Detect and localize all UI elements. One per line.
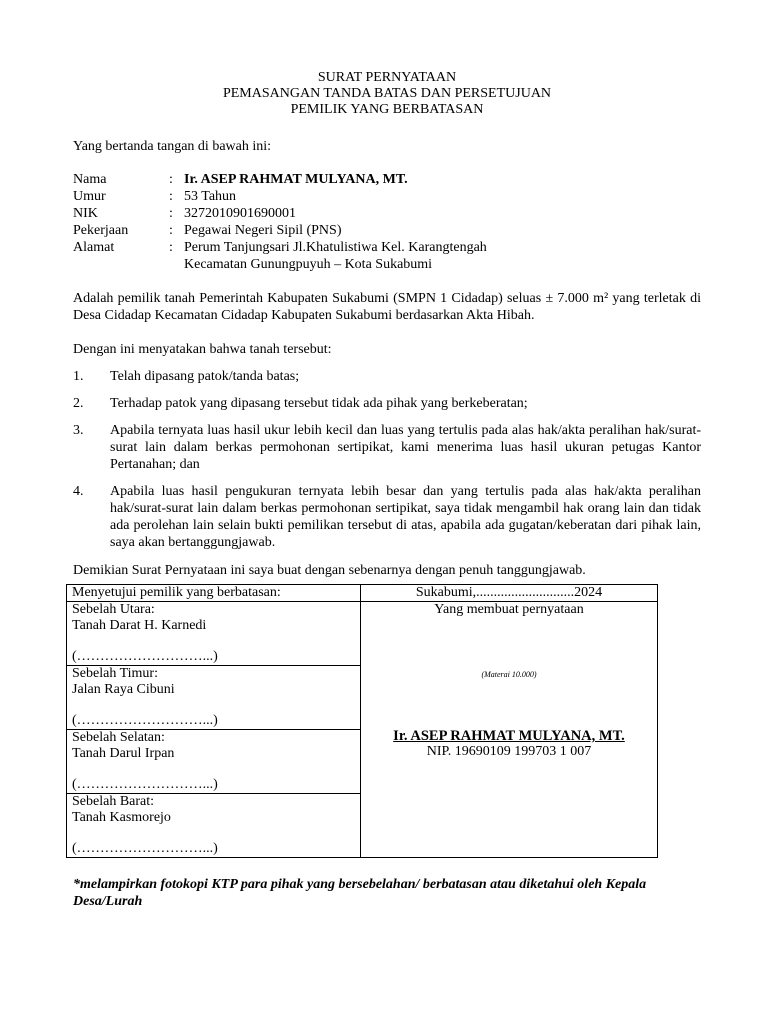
signer-name: Ir. ASEP RAHMAT MULYANA, MT.: [393, 728, 625, 744]
neighbor-direction: Sebelah Barat:: [72, 794, 155, 809]
document-title: [73, 70, 701, 118]
neighbor-direction: Sebelah Timur:: [72, 666, 158, 681]
materai-stamp-label: (Materai 10.000): [481, 670, 537, 679]
identity-row-umur: [73, 188, 487, 205]
closing-text: Demikian Surat Pernyataan ini saya buat dengan sebenarnya dengan penuh tanggungjawab.: [73, 563, 586, 578]
list-item: [73, 395, 701, 412]
neighbor-cell: [67, 794, 361, 858]
separator: :: [169, 172, 173, 187]
list-item: [73, 483, 701, 551]
signature-line: (………………………...): [72, 713, 218, 728]
identity-row-pekerjaan: [73, 222, 487, 239]
list-text: Terhadap patok yang dipasang tersebut tidak ada pihak yang berkeberatan;: [110, 396, 528, 411]
separator: :: [169, 223, 173, 238]
alamat-line-2: Kecamatan Gunungpuyuh – Kota Sukabumi: [184, 257, 433, 272]
neighbor-approval-header: Menyetujui pemilik yang berbatasan:: [67, 585, 361, 602]
identity-row-nik: [73, 205, 487, 222]
nama-value: Ir. ASEP RAHMAT MULYANA, MT.: [184, 172, 408, 187]
list-item: [73, 368, 701, 385]
list-number: 2.: [73, 396, 84, 411]
document-page: [73, 70, 701, 910]
alamat-label: Alamat: [73, 240, 115, 255]
list-text: Telah dipasang patok/tanda batas;: [110, 369, 300, 384]
declaration-intro: Dengan ini menyatakan bahwa tanah tersebut:: [73, 342, 332, 357]
footnote: *melampirkan fotokopi KTP para pihak yang bersebelahan/ berbatasan atau diketahui oleh Kepala Desa/Lurah: [73, 877, 647, 909]
separator: :: [169, 206, 173, 221]
statement-list: [73, 368, 701, 551]
signature-table: [66, 584, 658, 858]
separator: :: [169, 240, 173, 255]
neighbor-row-north: [67, 602, 658, 666]
pekerjaan-value: Pegawai Negeri Sipil (PNS): [184, 223, 342, 238]
ownership-paragraph: Adalah pemilik tanah Pemerintah Kabupaten Sukabumi (SMPN 1 Cidadap) seluas ± 7.000 m² yang terletak di Desa Cidadap Kecamatan Cidadap Kabupaten Sukabumi berdasarkan Akta Hibah.: [73, 291, 701, 323]
alamat-value: [184, 239, 487, 273]
neighbor-name: Tanah Darat H. Karnedi: [72, 618, 207, 633]
nik-label: NIK: [73, 206, 98, 221]
signature-header-row: [67, 585, 658, 602]
alamat-line-1: Perum Tanjungsari Jl.Khatulistiwa Kel. Karangtengah: [184, 240, 487, 255]
title-line-3: PEMILIK YANG BERBATASAN: [290, 102, 484, 117]
title-line-1: SURAT PERNYATAAN: [317, 70, 457, 85]
neighbor-name: Tanah Darul Irpan: [72, 746, 175, 761]
signature-line: (………………………...): [72, 777, 218, 792]
identity-table: [73, 171, 487, 273]
identity-row-nama: [73, 171, 487, 188]
nik-value: 3272010901690001: [184, 206, 296, 221]
place-date-header: Sukabumi,............................2024: [361, 585, 658, 602]
nama-label: Nama: [73, 172, 107, 187]
signature-line: (………………………...): [72, 841, 218, 856]
maker-label: Yang membuat pernyataan: [434, 602, 584, 617]
list-item: [73, 422, 701, 473]
intro-text: Yang bertanda tangan di bawah ini:: [73, 139, 272, 154]
separator: :: [169, 189, 173, 204]
list-number: 1.: [73, 369, 84, 384]
umur-value: 53 Tahun: [184, 189, 237, 204]
neighbor-cell: [67, 666, 361, 730]
list-text: Apabila luas hasil pengukuran ternyata lebih besar dan yang tertulis pada alas hak/akta peralihan hak/surat-surat lain dalam berkas permohonan sertipikat, saya tidak mengambil hak orang lain dan tidak ada perolehan lain selain bukti pemilikan tersebut di atas, apabila ada gugatan/keberatan dari pihak lain, saya akan bertanggungjawab.: [110, 484, 701, 550]
title-line-2: PEMASANGAN TANDA BATAS DAN PERSETUJUAN: [222, 86, 552, 101]
maker-signature-cell: [361, 602, 658, 858]
umur-label: Umur: [73, 189, 106, 204]
neighbor-cell: [67, 730, 361, 794]
pekerjaan-label: Pekerjaan: [73, 223, 129, 238]
neighbor-name: Jalan Raya Cibuni: [72, 682, 175, 697]
signature-line: (………………………...): [72, 649, 218, 664]
signer-nip: NIP. 19690109 199703 1 007: [426, 744, 592, 759]
list-number: 4.: [73, 484, 84, 499]
list-text: Apabila ternyata luas hasil ukur lebih kecil dan luas yang tertulis pada alas hak/akta peralihan hak/surat-surat lain dalam berkas permohonan sertipikat, kami menerima luas hasil ukuran petugas Kantor Pertanahan; dan: [110, 423, 701, 472]
neighbor-cell: [67, 602, 361, 666]
neighbor-name: Tanah Kasmorejo: [72, 810, 171, 825]
identity-row-alamat: [73, 239, 487, 273]
neighbor-direction: Sebelah Selatan:: [72, 730, 165, 745]
list-number: 3.: [73, 423, 84, 438]
neighbor-direction: Sebelah Utara:: [72, 602, 155, 617]
